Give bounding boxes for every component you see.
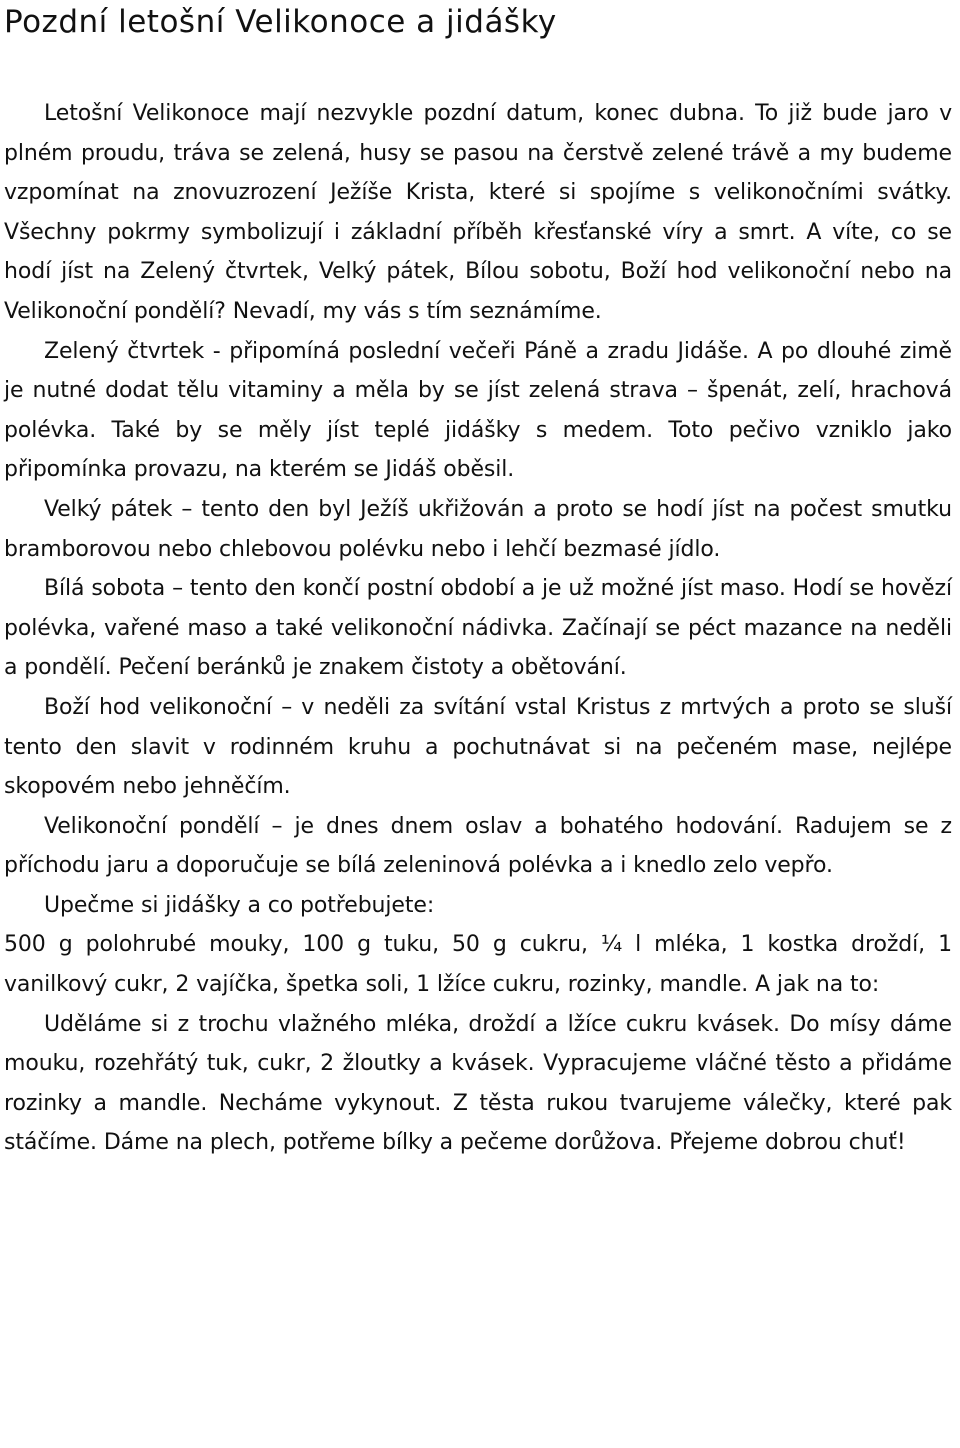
paragraph-recipe-heading: Upečme si jidášky a co potřebujete: [44, 892, 435, 918]
paragraph-velky-patek: Velký pátek – tento den byl Ježíš ukřižován a proto se hodí jíst na počest smutku bramborovou nebo chlebovou polévku nebo i lehčí bezmasé jídlo. [4, 496, 952, 562]
paragraph-intro: Letošní Velikonoce mají nezvykle pozdní datum, konec dubna. To již bude jaro v plném proudu, tráva se zelená, husy se pasou na čerstvě zelené trávě a my budeme vzpomínat na znovuzrození Ježíše Krista, které si spojíme s velikonočními svátky. Všechny pokrmy symbolizují i základní příběh křesťanské víry a smrt. A víte, co se hodí jíst na Zelený čtvrtek, Velký pátek, Bílou sobotu, Boží hod velikonoční nebo na Velikonoční pondělí? Nevadí, my vás s tím seznámíme. [4, 101, 952, 324]
article-body [4, 94, 952, 1163]
paragraph-bila-sobota: Bílá sobota – tento den končí postní období a je už možné jíst maso. Hodí se hovězí polévka, vařené maso a také velikonoční nádivka. Začínají se péct mazance na neděli a pondělí. Pečení beránků je znakem čistoty a obětování. [4, 576, 952, 681]
paragraph-instructions: Uděláme si z trochu vlažného mléka, droždí a lžíce cukru kvásek. Do mísy dáme mouku, rozehřátý tuk, cukr, 2 žloutky a kvásek. Vypracujeme vláčné těsto a přidáme rozinky a mandle. Necháme vykynout. Z těsta rukou tvarujeme válečky, které pak stáčíme. Dáme na plech, potřeme bílky a pečeme dorůžova. Přejeme dobrou chuť! [4, 1011, 952, 1156]
paragraph-ingredients: 500 g polohrubé mouky, 100 g tuku, 50 g cukru, ¼ l mléka, 1 kostka droždí, 1 vanilkový cukr, 2 vajíčka, špetka soli, 1 lžíce cukru, rozinky, mandle. A jak na to: [4, 932, 952, 998]
paragraph-velikonocni-pondeli: Velikonoční pondělí – je dnes dnem oslav a bohatého hodování. Radujem se z příchodu jaru a doporučuje se bílá zeleninová polévka a i knedlo zelo vepřo. [4, 813, 952, 879]
article-title: Pozdní letošní Velikonoce a jidášky [4, 4, 557, 40]
paragraph-bozi-hod: Boží hod velikonoční – v neděli za svítání vstal Kristus z mrtvých a proto se sluší tento den slavit v rodinném kruhu a pochutnávat si na pečeném mase, nejlépe skopovém nebo jehněčím. [4, 694, 952, 800]
paragraph-zeleny-ctvrtek: Zelený čtvrtek - připomíná poslední večeři Páně a zradu Jidáše. A po dlouhé zimě je nutné dodat tělu vitaminy a měla by se jíst zelená strava – špenát, zelí, hrachová polévka. Také by se měly jíst teplé jidášky s medem. Toto pečivo vzniklo jako připomínka provazu, na kterém se Jidáš oběsil. [4, 338, 952, 483]
